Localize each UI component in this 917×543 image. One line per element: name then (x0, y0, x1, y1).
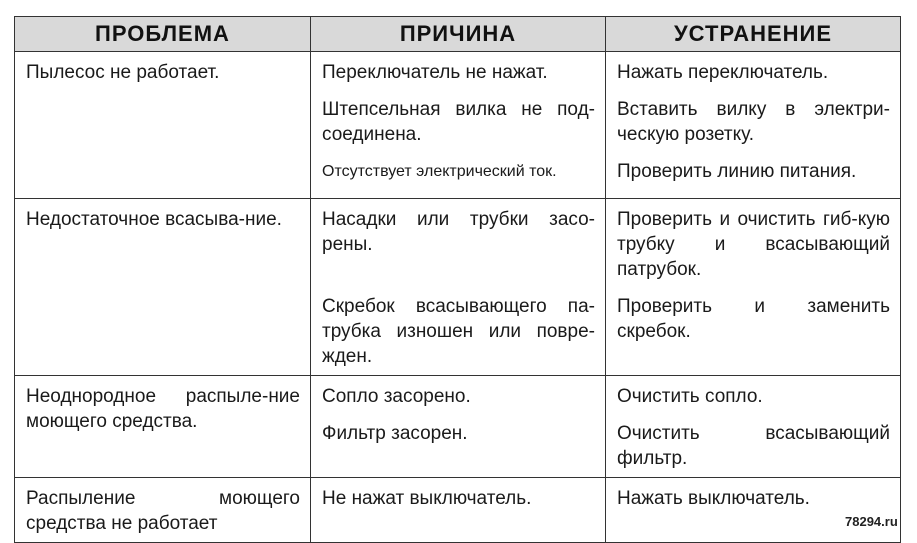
remedy-text: Нажать выключатель. (617, 488, 810, 509)
cause-text: Сопло засорено. (322, 386, 471, 407)
cause-text: Скребок всасывающего па-трубка изношен или повре-жден. (322, 296, 595, 367)
problem-text: Недостаточное всасыва-ние. (26, 209, 282, 230)
cause-cell (311, 199, 606, 376)
problem-cell (15, 199, 311, 376)
header-remedy: УСТРАНЕНИЕ (606, 17, 901, 52)
problem-text: Пылесос не работает. (26, 62, 220, 83)
remedy-text: Проверить линию питания. (617, 161, 857, 182)
problem-text: Распыление моющего средства не работает (26, 488, 300, 534)
header-row (15, 17, 901, 52)
remedy-text: Проверить и заменить скребок. (617, 296, 890, 342)
remedy-text: Проверить и очистить гиб-кую трубку и всасывающий патрубок. (617, 209, 890, 280)
remedy-cell (606, 199, 901, 376)
cause-text: Штепсельная вилка не под-соединена. (322, 99, 595, 145)
table-row (15, 478, 901, 543)
table-row (15, 199, 901, 376)
remedy-text: Нажать переключатель. (617, 62, 829, 83)
problem-cell (15, 376, 311, 478)
cause-cell (311, 376, 606, 478)
remedy-text: Вставить вилку в электри-ческую розетку. (617, 99, 890, 145)
remedy-cell (606, 376, 901, 478)
cause-text: Переключатель не нажат. (322, 62, 548, 83)
header-problem: ПРОБЛЕМА (15, 17, 311, 52)
cause-text: Фильтр засорен. (322, 423, 468, 444)
problem-cell (15, 52, 311, 199)
remedy-text: Очистить сопло. (617, 386, 763, 407)
problem-cell (15, 478, 311, 543)
cause-text: Отсутствует электрический ток. (322, 163, 557, 180)
problem-text: Неоднородное распыле-ние моющего средства. (26, 386, 300, 432)
cause-text: Насадки или трубки засо-рены. (322, 209, 595, 255)
remedy-cell (606, 52, 901, 199)
cause-text: Не нажат выключатель. (322, 488, 532, 509)
header-cause: ПРИЧИНА (311, 17, 606, 52)
table-row (15, 376, 901, 478)
remedy-text: Очистить всасывающий фильтр. (617, 423, 890, 469)
troubleshooting-table (14, 16, 901, 543)
watermark: 78294.ru (845, 514, 898, 529)
cause-cell (311, 52, 606, 199)
remedy-cell (606, 478, 901, 543)
table-row (15, 52, 901, 199)
cause-cell (311, 478, 606, 543)
